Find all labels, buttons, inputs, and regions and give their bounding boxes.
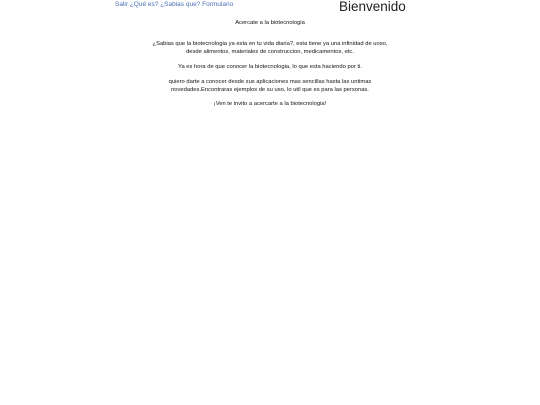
paragraph-hora-line-1: Ya es hora de que conocer la biotecnologia, lo que esta haciendo por ti. — [178, 63, 362, 70]
nav-link-salir[interactable]: Salir — [115, 1, 129, 8]
paragraph-intro — [120, 41, 420, 57]
paragraph-hora — [120, 64, 420, 72]
paragraph-aplicaciones-line-2: novedades.Encontraras ejemplos de su uso, lo util que es para las personas. — [171, 86, 369, 93]
page-title: Bienvenido — [339, 0, 406, 14]
closing-invitation: ¡Ven te invito a acercarte a la biotecnologia! — [213, 101, 327, 108]
paragraph-aplicaciones-line-1: quiero darte a conocer desde sus aplicaciones mas sencillas hasta las untimas — [168, 78, 372, 85]
paragraph-intro-line-1: ¿Sabias que la biotecnologia ya esta en tu vida diaria?, esta tiene ya una infinidad de uoso, — [152, 40, 388, 47]
nav-link-que-es[interactable]: ¿Qué es? — [129, 1, 159, 8]
nav-link-sabias-que[interactable]: ¿Sabias que? — [160, 1, 201, 8]
main-content — [120, 20, 420, 116]
top-navigation — [115, 0, 233, 9]
content-heading: Acercate a la biotecnologia — [235, 20, 305, 26]
nav-link-formulario[interactable]: Formulario — [202, 1, 234, 8]
paragraph-intro-line-2: desde alimentos, materiales de construccion, medicamentos, etc. — [186, 48, 354, 55]
paragraph-aplicaciones — [120, 79, 420, 95]
